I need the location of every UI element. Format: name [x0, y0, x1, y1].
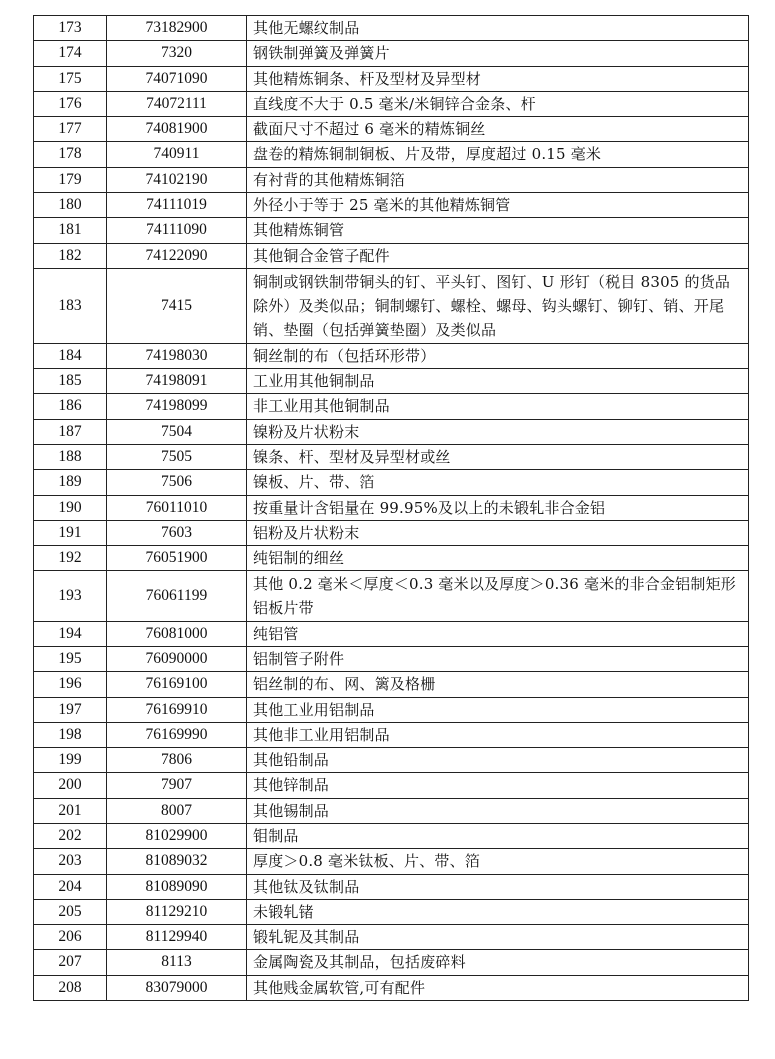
- row-number: 177: [34, 117, 107, 142]
- hs-code: 81089032: [107, 849, 247, 874]
- table-row: [34, 824, 749, 849]
- hs-code: 76169910: [107, 697, 247, 722]
- table-row: [34, 646, 749, 671]
- product-description: 外径小于等于 25 毫米的其他精炼铜管: [247, 193, 749, 218]
- hs-code: 74071090: [107, 66, 247, 91]
- product-description: 按重量计含铝量在 99.95%及以上的未锻轧非合金铝: [247, 495, 749, 520]
- hs-code: 81129210: [107, 899, 247, 924]
- table-row: [34, 243, 749, 268]
- hs-code: 8113: [107, 950, 247, 975]
- row-number: 202: [34, 824, 107, 849]
- product-description: 其他锡制品: [247, 798, 749, 823]
- row-number: 198: [34, 722, 107, 747]
- row-number: 193: [34, 571, 107, 621]
- hs-code: 76081000: [107, 621, 247, 646]
- hs-code: 74111019: [107, 193, 247, 218]
- hs-code: 76169990: [107, 722, 247, 747]
- row-number: 188: [34, 444, 107, 469]
- product-description: 其他锌制品: [247, 773, 749, 798]
- row-number: 182: [34, 243, 107, 268]
- hs-code: 76051900: [107, 546, 247, 571]
- product-description: 铝制管子附件: [247, 646, 749, 671]
- row-number: 208: [34, 975, 107, 1000]
- table-row: [34, 722, 749, 747]
- product-description: 其他铅制品: [247, 748, 749, 773]
- table-row: [34, 495, 749, 520]
- table-row: [34, 748, 749, 773]
- hs-code: 7504: [107, 419, 247, 444]
- table-row: [34, 218, 749, 243]
- row-number: 181: [34, 218, 107, 243]
- row-number: 186: [34, 394, 107, 419]
- row-number: 173: [34, 16, 107, 41]
- table-row: [34, 773, 749, 798]
- table-row: [34, 419, 749, 444]
- product-description: 铝丝制的布、网、篱及格栅: [247, 672, 749, 697]
- hs-code: 74111090: [107, 218, 247, 243]
- product-description: 厚度＞0.8 毫米钛板、片、带、箔: [247, 849, 749, 874]
- table-row: [34, 849, 749, 874]
- row-number: 179: [34, 167, 107, 192]
- row-number: 184: [34, 343, 107, 368]
- tariff-table: [33, 15, 749, 1001]
- hs-code: 74102190: [107, 167, 247, 192]
- row-number: 203: [34, 849, 107, 874]
- hs-code: 74072111: [107, 91, 247, 116]
- table-row: [34, 975, 749, 1000]
- hs-code: 81129940: [107, 925, 247, 950]
- row-number: 175: [34, 66, 107, 91]
- product-description: 非工业用其他铜制品: [247, 394, 749, 419]
- hs-code: 7320: [107, 41, 247, 66]
- row-number: 197: [34, 697, 107, 722]
- hs-code: 7907: [107, 773, 247, 798]
- product-description: 纯铝管: [247, 621, 749, 646]
- hs-code: 74122090: [107, 243, 247, 268]
- table-row: [34, 798, 749, 823]
- product-description: 金属陶瓷及其制品，包括废碎料: [247, 950, 749, 975]
- product-description: 钢铁制弹簧及弹簧片: [247, 41, 749, 66]
- product-description: 其他精炼铜条、杆及型材及异型材: [247, 66, 749, 91]
- hs-code: 7415: [107, 268, 247, 343]
- product-description: 其他工业用铝制品: [247, 697, 749, 722]
- row-number: 205: [34, 899, 107, 924]
- product-description: 其他精炼铜管: [247, 218, 749, 243]
- product-description: 其他铜合金管子配件: [247, 243, 749, 268]
- hs-code: 74198099: [107, 394, 247, 419]
- table-row: [34, 672, 749, 697]
- hs-code: 74081900: [107, 117, 247, 142]
- row-number: 201: [34, 798, 107, 823]
- product-description: 钼制品: [247, 824, 749, 849]
- table-row: [34, 41, 749, 66]
- hs-code: 7506: [107, 470, 247, 495]
- product-description: 其他钛及钛制品: [247, 874, 749, 899]
- table-row: [34, 621, 749, 646]
- hs-code: 74198030: [107, 343, 247, 368]
- table-row: [34, 470, 749, 495]
- product-description: 镍粉及片状粉末: [247, 419, 749, 444]
- hs-code: 8007: [107, 798, 247, 823]
- hs-code: 7806: [107, 748, 247, 773]
- row-number: 183: [34, 268, 107, 343]
- table-row: [34, 925, 749, 950]
- row-number: 195: [34, 646, 107, 671]
- hs-code: 81029900: [107, 824, 247, 849]
- table-row: [34, 369, 749, 394]
- product-description: 纯铝制的细丝: [247, 546, 749, 571]
- hs-code: 740911: [107, 142, 247, 167]
- product-description: 盘卷的精炼铜制铜板、片及带，厚度超过 0.15 毫米: [247, 142, 749, 167]
- hs-code: 74198091: [107, 369, 247, 394]
- row-number: 196: [34, 672, 107, 697]
- row-number: 207: [34, 950, 107, 975]
- table-row: [34, 899, 749, 924]
- hs-code: 7505: [107, 444, 247, 469]
- row-number: 178: [34, 142, 107, 167]
- table-body: [34, 16, 749, 1001]
- hs-code: 73182900: [107, 16, 247, 41]
- table-row: [34, 66, 749, 91]
- row-number: 206: [34, 925, 107, 950]
- product-description: 其他无螺纹制品: [247, 16, 749, 41]
- row-number: 176: [34, 91, 107, 116]
- row-number: 187: [34, 419, 107, 444]
- row-number: 192: [34, 546, 107, 571]
- table-row: [34, 546, 749, 571]
- product-description: 镍条、杆、型材及异型材或丝: [247, 444, 749, 469]
- product-description: 未锻轧锗: [247, 899, 749, 924]
- table-row: [34, 91, 749, 116]
- hs-code: 81089090: [107, 874, 247, 899]
- row-number: 190: [34, 495, 107, 520]
- table-row: [34, 950, 749, 975]
- row-number: 200: [34, 773, 107, 798]
- product-description: 工业用其他铜制品: [247, 369, 749, 394]
- table-row: [34, 193, 749, 218]
- table-row: [34, 444, 749, 469]
- row-number: 204: [34, 874, 107, 899]
- hs-code: 7603: [107, 520, 247, 545]
- hs-code: 76061199: [107, 571, 247, 621]
- table-row: [34, 167, 749, 192]
- product-description: 有衬背的其他精炼铜箔: [247, 167, 749, 192]
- table-row: [34, 394, 749, 419]
- row-number: 199: [34, 748, 107, 773]
- product-description: 其他非工业用铝制品: [247, 722, 749, 747]
- row-number: 189: [34, 470, 107, 495]
- product-description: 铝粉及片状粉末: [247, 520, 749, 545]
- table-row: [34, 697, 749, 722]
- hs-code: 76090000: [107, 646, 247, 671]
- product-description: 截面尺寸不超过 6 毫米的精炼铜丝: [247, 117, 749, 142]
- table-row: [34, 16, 749, 41]
- row-number: 191: [34, 520, 107, 545]
- product-description: 其他贱金属软管,可有配件: [247, 975, 749, 1000]
- table-row: [34, 874, 749, 899]
- product-description: 直线度不大于 0.5 毫米/米铜锌合金条、杆: [247, 91, 749, 116]
- table-row: [34, 571, 749, 621]
- product-description: 铜丝制的布（包括环形带）: [247, 343, 749, 368]
- hs-code: 76011010: [107, 495, 247, 520]
- product-description: 锻轧铌及其制品: [247, 925, 749, 950]
- product-description: 其他 0.2 毫米＜厚度＜0.3 毫米以及厚度＞0.36 毫米的非合金铝制矩形铝板片带: [247, 571, 749, 621]
- hs-code: 83079000: [107, 975, 247, 1000]
- table-row: [34, 117, 749, 142]
- row-number: 174: [34, 41, 107, 66]
- row-number: 180: [34, 193, 107, 218]
- product-description: 镍板、片、带、箔: [247, 470, 749, 495]
- table-row: [34, 142, 749, 167]
- row-number: 194: [34, 621, 107, 646]
- table-row: [34, 268, 749, 343]
- row-number: 185: [34, 369, 107, 394]
- table-row: [34, 520, 749, 545]
- hs-code: 76169100: [107, 672, 247, 697]
- product-description: 铜制或钢铁制带铜头的钉、平头钉、图钉、U 形钉（税目 8305 的货品除外）及类似品；铜制螺钉、螺栓、螺母、钩头螺钉、铆钉、销、开尾销、垫圈（包括弹簧垫圈）及类似品: [247, 268, 749, 343]
- table-row: [34, 343, 749, 368]
